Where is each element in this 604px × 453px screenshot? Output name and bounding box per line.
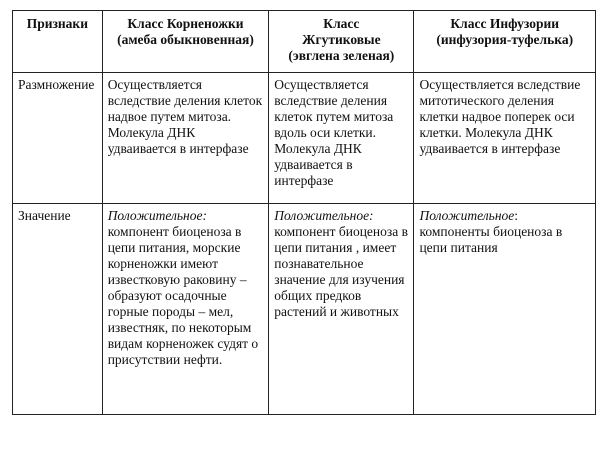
reproduction-flagellata-text: Осуществляется вследствие деления клеток путем митоза вдоль оси клетки. Молекула ДНК удваивается в интерфазе	[274, 77, 394, 188]
significance-flagellata-text: компонент биоценоза в цепи питания , имеет познавательное значение для изучения общих предков растений и животных	[274, 224, 408, 319]
header-row	[13, 11, 596, 73]
significance-ciliata-colon: :	[514, 208, 519, 223]
significance-sign-text: Значение	[18, 208, 71, 223]
header-flagellata-name: Жгутиковые	[302, 32, 381, 47]
cell-significance-ciliata	[414, 204, 596, 415]
significance-rhizopoda-text: компонент биоценоза в цепи питания, морские корненожки имеют известковую раковину – образуют осадочные горные породы – мел, известняк, по некоторым видам корненожек судят о присутствии нефти.	[107, 224, 259, 367]
table-row-reproduction	[13, 73, 596, 204]
header-rhizopoda-class: Класс Корненожки	[127, 16, 244, 31]
cell-significance-flagellata	[269, 204, 414, 415]
significance-ciliata-text: компоненты биоценоза в цепи питания	[419, 224, 563, 255]
comparison-table	[12, 10, 596, 415]
header-flagellata-example: (эвглена зеленая)	[288, 48, 395, 63]
table-row-significance	[13, 204, 596, 415]
cell-significance-sign	[13, 204, 103, 415]
header-rhizopoda-example: (амеба обыкновенная)	[117, 32, 254, 47]
significance-ciliata-label: Положительное	[419, 208, 515, 223]
header-ciliata-class: Класс Инфузории	[450, 16, 560, 31]
significance-flagellata-label: Положительное:	[274, 208, 374, 223]
significance-rhizopoda-label: Положительное:	[107, 208, 207, 223]
cell-reproduction-ciliata	[414, 73, 596, 204]
cell-reproduction-rhizopoda	[102, 73, 269, 204]
cell-reproduction-flagellata	[269, 73, 414, 204]
cell-significance-rhizopoda	[102, 204, 269, 415]
header-rhizopoda	[102, 11, 269, 73]
header-sign	[13, 11, 103, 73]
header-flagellata-class: Класс	[323, 16, 360, 31]
header-ciliata-example: (инфузория-туфелька)	[436, 32, 574, 47]
header-sign-label: Признаки	[26, 16, 88, 31]
reproduction-rhizopoda-text: Осуществляется вследствие деления клеток надвое путем митоза. Молекула ДНК удваивается в интерфазе	[107, 77, 263, 156]
header-ciliata	[414, 11, 596, 73]
reproduction-sign-text: Размножение	[18, 77, 95, 92]
header-flagellata	[269, 11, 414, 73]
reproduction-ciliata-text: Осуществляется вследствие митотического деления клетки надвое поперек оси клетки. Молекула ДНК удваивается в интерфазе	[419, 77, 581, 156]
cell-reproduction-sign	[13, 73, 103, 204]
